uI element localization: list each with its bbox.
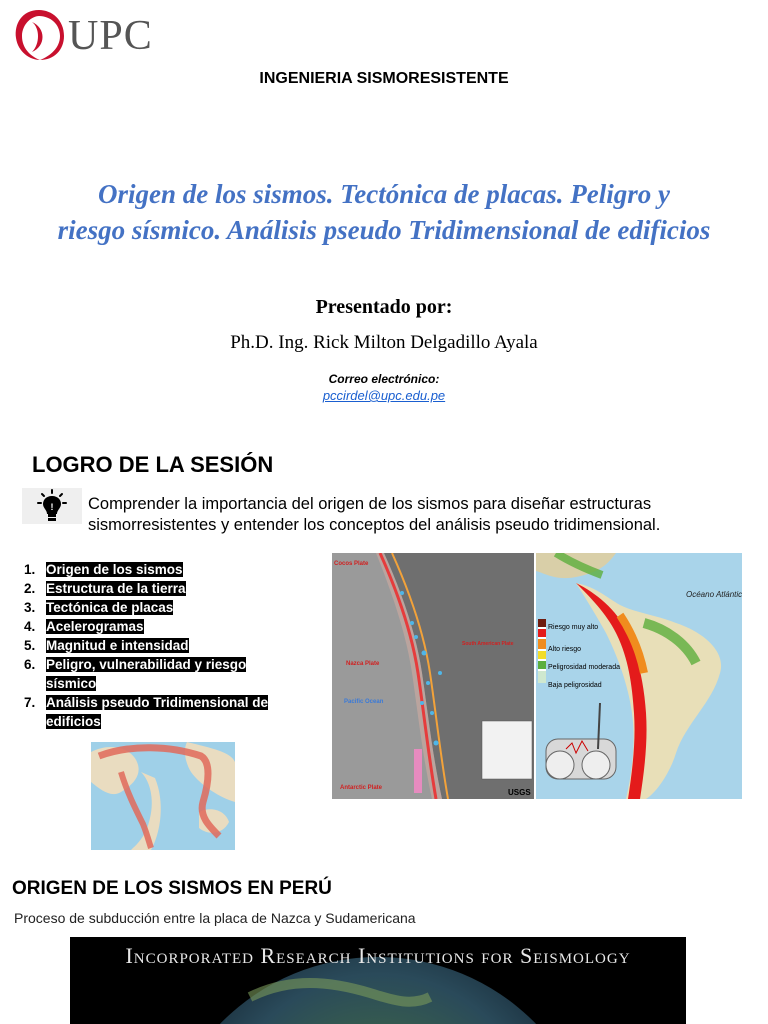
list-item xyxy=(24,655,288,693)
ocean-label: Océano Atlántico xyxy=(686,590,742,599)
list-item-number: 3. xyxy=(24,600,36,615)
list-item-number: 5. xyxy=(24,638,36,653)
legend-riesgo-muy-alto: Riesgo muy alto xyxy=(548,624,599,631)
topics-list xyxy=(24,560,294,731)
list-item-number: 1. xyxy=(24,562,36,577)
nazca-subduction-map xyxy=(332,553,534,799)
upc-emblem-icon xyxy=(10,6,68,64)
logro-text: Comprender la importancia del origen de los sismos para diseñar estructuras sismorresistentes y entender los conceptos del análisis pseudo tridimensional. xyxy=(88,495,661,534)
legend-peligrosidad-moderada: Peligrosidad moderada xyxy=(548,664,620,671)
iris-title: Incorporated Research Institutions for Seismology xyxy=(125,943,631,968)
list-item-text: Análisis pseudo Tridimensional de edificios xyxy=(46,695,269,729)
email-label: Correo electrónico: xyxy=(328,372,440,386)
list-item-text: Magnitud e intensidad xyxy=(46,638,189,653)
cocos-plate-label: Cocos Plate xyxy=(334,561,369,567)
seismic-hazard-map xyxy=(536,553,742,799)
title-line-2: riesgo sísmico. Análisis pseudo Tridimensional de edificios xyxy=(57,215,711,245)
lightbulb-box xyxy=(22,488,82,524)
ring-of-fire-map xyxy=(91,742,235,850)
list-item xyxy=(24,560,294,579)
list-item xyxy=(24,617,294,636)
origen-subtitle: Proceso de subducción entre la placa de Nazca y Sudamericana xyxy=(14,910,416,926)
list-item-number: 6. xyxy=(24,657,36,672)
legend-baja-peligrosidad: Baja peligrosidad xyxy=(548,682,602,689)
list-item xyxy=(24,693,294,731)
title-line-1: Origen de los sismos. Tectónica de placas. Peligro y xyxy=(98,179,670,209)
course-title: INGENIERIA SISMORESISTENTE xyxy=(259,70,509,87)
list-item-text: Origen de los sismos xyxy=(46,562,183,577)
south-american-plate-label: South American Plate xyxy=(462,641,514,647)
email-link[interactable]: pccirdel@upc.edu.pe xyxy=(322,388,446,403)
list-item-number: 7. xyxy=(24,695,36,710)
list-item-number: 4. xyxy=(24,619,36,634)
author-name: Ph.D. Ing. Rick Milton Delgadillo Ayala xyxy=(230,332,538,353)
usgs-label: USGS xyxy=(508,788,531,797)
list-item-text: Tectónica de placas xyxy=(46,600,174,615)
list-item xyxy=(24,636,294,655)
origen-heading: ORIGEN DE LOS SISMOS EN PERÚ xyxy=(12,878,332,899)
list-item-text: Acelerogramas xyxy=(46,619,144,634)
legend-alto-riesgo: Alto riesgo xyxy=(548,646,582,653)
list-item xyxy=(24,579,294,598)
presentation-title xyxy=(0,176,768,248)
lightbulb-icon xyxy=(22,488,82,524)
list-item-text: Peligro, vulnerabilidad y riesgo sísmico xyxy=(46,657,247,691)
list-item xyxy=(24,598,294,617)
list-item-number: 2. xyxy=(24,581,36,596)
logo-text: UPC xyxy=(68,13,153,59)
list-item-text: Estructura de la tierra xyxy=(46,581,186,596)
logro-heading: LOGRO DE LA SESIÓN xyxy=(32,452,274,477)
iris-video-frame[interactable] xyxy=(70,937,686,1024)
antarctic-plate-label: Antarctic Plate xyxy=(340,785,383,791)
nazca-plate-label: Nazca Plate xyxy=(346,661,380,667)
presented-by-heading: Presentado por: xyxy=(315,296,453,318)
svg-text:!: ! xyxy=(50,502,54,512)
pacific-ocean-label: Pacific Ocean xyxy=(344,699,384,705)
